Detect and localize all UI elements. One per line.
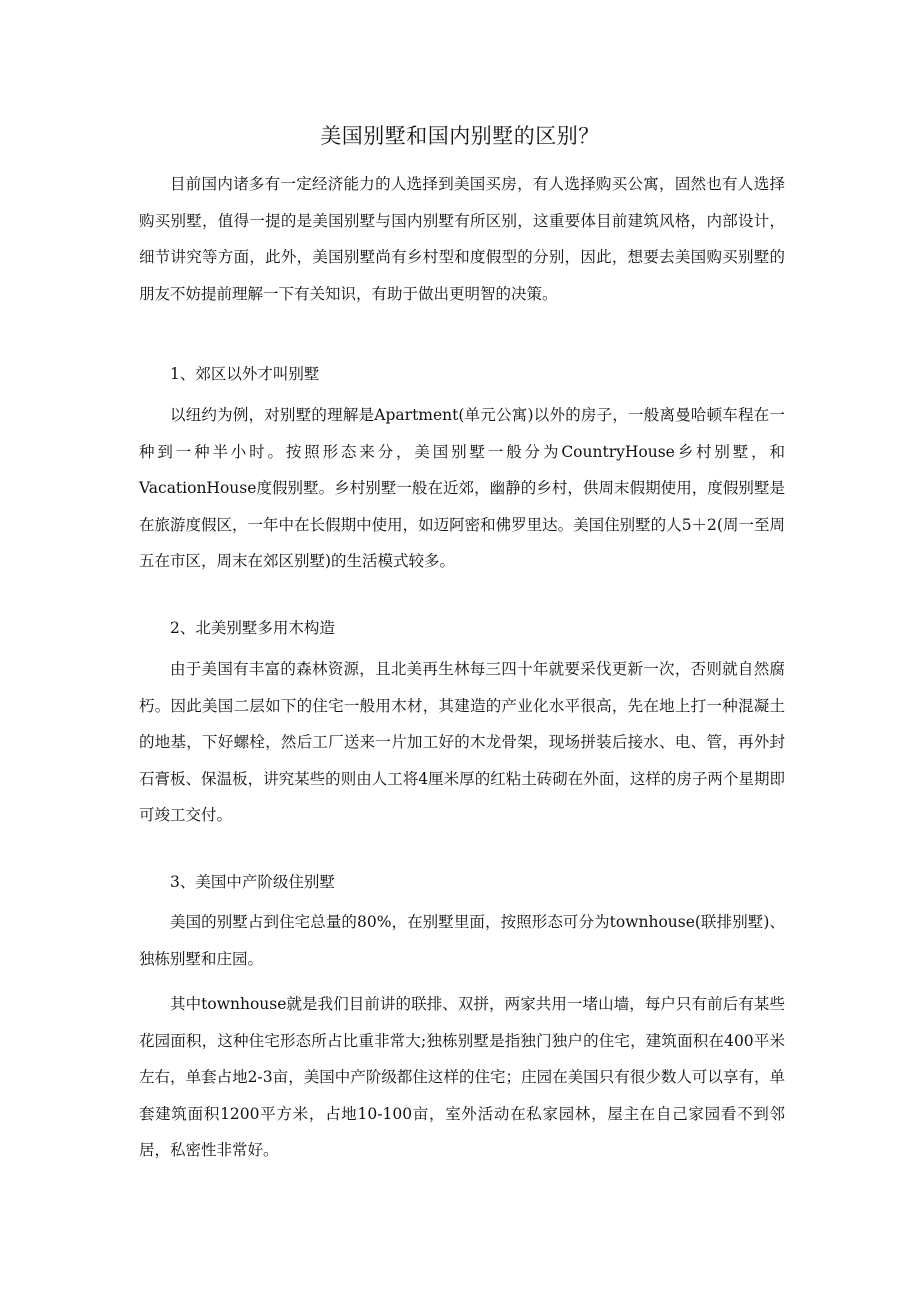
intro-paragraph: 目前国内诸多有一定经济能力的人选择到美国买房，有人选择购买公寓，固然也有人选择购买别墅，值得一提的是美国别墅与国内别墅有所区别，这重要体目前建筑风格，内部设计，细节讲究等方面，此外，美国别墅尚有乡村型和度假型的分别，因此，想要去美国购买别墅的朋友不妨提前理解一下有关知识，有助于做出更明智的决策。 [139, 175, 785, 303]
section-1-paragraph: 以纽约为例，对别墅的理解是Apartment(单元公寓)以外的房子，一般离曼哈顿车程在一种到一种半小时。按照形态来分，美国别墅一般分为CountryHouse乡村别墅，和VacationHouse度假别墅。乡村别墅一般在近郊，幽静的乡村，供周末假期使用，度假别墅是在旅游度假区，一年中在长假期中使用，如迈阿密和佛罗里达。美国住别墅的人5＋2(周一至周五在市区，周末在郊区别墅)的生活模式较多。 [139, 406, 785, 570]
section-heading-2: 2、北美别墅多用木构造 [170, 619, 335, 637]
section-heading-1: 1、郊区以外才叫别墅 [170, 365, 320, 383]
page-title: 美国别墅和国内别墅的区别？ [320, 124, 600, 148]
section-2-paragraph: 由于美国有丰富的森林资源，且北美再生林每三四十年就要采伐更新一次，否则就自然腐朽。因此美国二层如下的住宅一般用木材，其建造的产业化水平很高，先在地上打一种混凝土的地基，下好螺栓，然后工厂送来一片加工好的木龙骨架，现场拼装后接水、电、管，再外封石膏板、保温板，讲究某些的则由人工将4厘米厚的红粘土砖砌在外面，这样的房子两个星期即可竣工交付。 [139, 660, 785, 824]
section-3-paragraph-2: 其中townhouse就是我们目前讲的联排、双拼，两家共用一堵山墙，每户只有前后有某些花园面积，这种住宅形态所占比重非常大;独栋别墅是指独门独户的住宅，建筑面积在400平米左右，单套占地2-3亩，美国中产阶级都住这样的住宅；庄园在美国只有很少数人可以享有，单套建筑面积1200平方米，占地10-100亩，室外活动在私家园林，屋主在自己家园看不到邻居，私密性非常好。 [139, 995, 785, 1159]
section-3-paragraph-1: 美国的别墅占到住宅总量的80%，在别墅里面，按照形态可分为townhouse(联排别墅)、独栋别墅和庄园。 [139, 913, 785, 968]
section-heading-3: 3、美国中产阶级住别墅 [170, 873, 335, 891]
